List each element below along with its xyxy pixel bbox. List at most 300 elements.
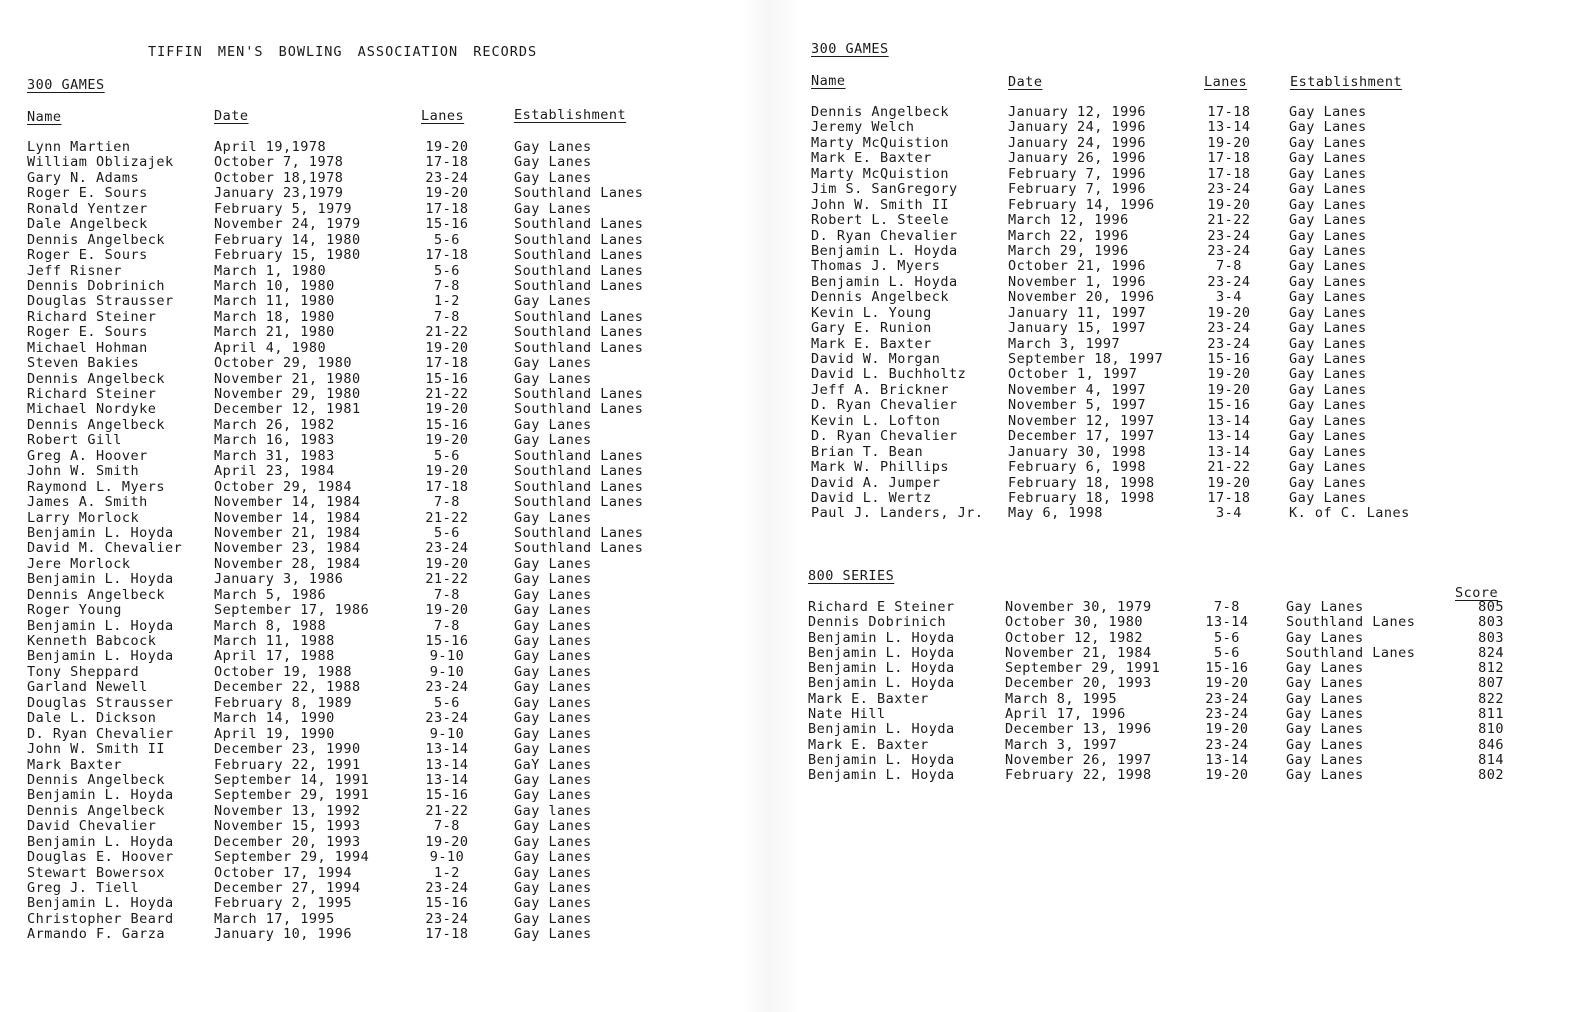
row-lanes: 19-20: [425, 602, 469, 619]
row-lanes: 13-14: [425, 771, 469, 788]
row-name: Benjamin L. Hoyda: [27, 787, 174, 804]
row-establishment: Gay Lanes: [514, 633, 592, 649]
row-date: November 12, 1997: [1008, 412, 1155, 429]
row-score: 803: [1478, 614, 1504, 631]
row-lanes: 13-14: [1207, 119, 1251, 136]
row-establishment: Gay Lanes: [1286, 706, 1364, 723]
row-establishment: Gay Lanes: [1289, 119, 1367, 136]
row-establishment: Gay Lanes: [514, 586, 592, 603]
row-date: November 23, 1984: [214, 540, 361, 557]
row-date: December 23, 1990: [214, 741, 361, 758]
row-date: March 31, 1983: [214, 447, 335, 464]
row-date: February 18, 1998: [1008, 489, 1155, 506]
table-row: [27, 727, 727, 742]
row-name: David M. Chevalier: [27, 540, 183, 557]
row-lanes: 17-18: [425, 478, 469, 495]
table-row: [811, 398, 1511, 413]
row-establishment: Gay Lanes: [1289, 489, 1367, 506]
row-lanes: 9-10: [429, 849, 465, 866]
table-row: [27, 804, 727, 819]
row-lanes: 13-14: [1207, 412, 1251, 429]
row-name: Marty McQuistion: [811, 134, 950, 151]
row-establishment: K. of C. Lanes: [1289, 505, 1410, 522]
table-row: [811, 460, 1511, 475]
row-date: March 8, 1995: [1005, 690, 1118, 707]
row-establishment: Gay Lanes: [1289, 474, 1367, 491]
table-row: [27, 603, 727, 618]
row-date: November 20, 1996: [1008, 289, 1155, 306]
row-lanes: 19-20: [1207, 474, 1251, 491]
row-lanes: 7-8: [434, 308, 460, 325]
table-row: [27, 495, 727, 510]
row-date: March 22, 1996: [1008, 227, 1129, 244]
row-date: March 26, 1982: [214, 416, 335, 433]
row-name: Benjamin L. Hoyda: [27, 833, 174, 850]
row-name: Dennis Angelbeck: [27, 802, 166, 819]
row-name: Benjamin L. Hoyda: [27, 571, 174, 588]
row-establishment: Gay Lanes: [1289, 320, 1367, 337]
row-date: November 5, 1997: [1008, 397, 1147, 414]
table-row: [811, 352, 1511, 367]
row-date: March 29, 1996: [1008, 242, 1129, 259]
table-row: [811, 120, 1511, 135]
row-date: December 13, 1996: [1005, 721, 1152, 738]
row-date: January 30, 1998: [1008, 443, 1147, 460]
row-score: 802: [1478, 767, 1504, 784]
table-row: [27, 835, 727, 850]
row-name: Dennis Angelbeck: [27, 370, 166, 387]
row-date: January 15, 1997: [1008, 320, 1147, 337]
left-page: [0, 0, 770, 1012]
row-name: D. Ryan Chevalier: [811, 227, 958, 244]
row-establishment: Southland Lanes: [514, 277, 644, 294]
table-row: [27, 665, 727, 680]
row-establishment: Gay Lanes: [514, 787, 592, 804]
row-lanes: 15-16: [425, 216, 469, 233]
row-lanes: 5-6: [1214, 629, 1240, 646]
row-name: Mark E. Baxter: [811, 150, 932, 167]
row-date: March 5, 1986: [214, 586, 327, 603]
row-name: Steven Bakies: [27, 355, 140, 372]
row-establishment: Gay Lanes: [514, 694, 592, 711]
row-date: October 30, 1980: [1005, 614, 1144, 631]
row-date: November 13, 1992: [214, 802, 361, 819]
table-row: [811, 182, 1511, 197]
row-date: February 2, 1995: [214, 895, 353, 912]
table-row: [811, 445, 1511, 460]
table-300-games-left: [27, 140, 727, 943]
row-date: January 26, 1996: [1008, 150, 1147, 167]
row-lanes: 17-18: [1207, 104, 1251, 120]
row-name: Roger Young: [27, 602, 122, 619]
table-row: [27, 819, 727, 834]
row-date: January 10, 1996: [214, 926, 353, 943]
table-row: [811, 337, 1511, 352]
row-date: October 17, 1994: [214, 864, 353, 881]
row-establishment: Gay Lanes: [514, 370, 592, 387]
header-name-right: Name: [811, 73, 846, 89]
row-name: Greg J. Tiell: [27, 880, 140, 896]
row-lanes: 13-14: [1207, 428, 1251, 445]
row-date: December 27, 1994: [214, 880, 361, 896]
row-name: Dennis Angelbeck: [811, 104, 950, 120]
row-score: 814: [1478, 751, 1504, 768]
row-lanes: 23-24: [1207, 335, 1251, 352]
row-date: November 1, 1996: [1008, 273, 1147, 290]
row-date: November 4, 1997: [1008, 381, 1147, 398]
row-lanes: 19-20: [425, 833, 469, 850]
header-date: Date: [214, 108, 249, 124]
row-establishment: Gay Lanes: [1289, 212, 1367, 229]
row-name: Kevin L. Young: [811, 304, 932, 321]
row-lanes: 19-20: [425, 139, 469, 155]
row-name: Dale L. Dickson: [27, 710, 157, 727]
row-date: September 14, 1991: [214, 771, 370, 788]
row-name: James A. Smith: [27, 494, 148, 511]
row-name: Roger E. Sours: [27, 324, 148, 341]
row-lanes: 23-24: [1205, 736, 1249, 753]
row-date: October 19, 1988: [214, 663, 353, 680]
table-row: [27, 649, 727, 664]
row-name: Douglas Strausser: [27, 694, 174, 711]
table-row: [811, 306, 1511, 321]
row-lanes: 23-24: [425, 910, 469, 927]
table-row: [27, 896, 727, 911]
row-name: John W. Smith: [27, 463, 140, 480]
row-establishment: Southland Lanes: [514, 386, 644, 402]
row-establishment: Gay Lanes: [1289, 459, 1367, 476]
table-row: [27, 464, 727, 479]
row-lanes: 5-6: [434, 524, 460, 541]
table-row: [811, 151, 1511, 166]
row-lanes: 17-18: [425, 247, 469, 264]
row-lanes: 19-20: [1207, 381, 1251, 398]
table-row: [27, 912, 727, 927]
row-establishment: Gay Lanes: [1289, 381, 1367, 398]
table-row: [27, 155, 727, 170]
row-lanes: 15-16: [1207, 351, 1251, 367]
header-score: Score: [1455, 585, 1499, 601]
row-date: October 18,1978: [214, 169, 344, 186]
table-row: [808, 722, 1548, 737]
row-name: Raymond L. Myers: [27, 478, 166, 495]
row-date: January 11, 1997: [1008, 304, 1147, 321]
row-date: April 19,1978: [214, 139, 327, 155]
row-lanes: 19-20: [425, 555, 469, 572]
row-score: 807: [1478, 675, 1504, 692]
row-name: Dennis Dobrinich: [808, 614, 947, 631]
table-row: [811, 506, 1511, 521]
table-row: [27, 881, 727, 896]
row-lanes: 7-8: [434, 494, 460, 511]
row-lanes: 15-16: [425, 370, 469, 387]
row-name: Jim S. SanGregory: [811, 181, 958, 198]
row-date: February 5, 1979: [214, 200, 353, 217]
table-row: [808, 600, 1548, 615]
row-date: November 29, 1980: [214, 386, 361, 402]
table-row: [808, 738, 1548, 753]
table-row: [27, 588, 727, 603]
row-date: November 15, 1993: [214, 818, 361, 835]
row-date: March 3, 1997: [1005, 736, 1118, 753]
row-lanes: 19-20: [1207, 366, 1251, 383]
row-lanes: 7-8: [1214, 599, 1240, 615]
row-establishment: Gay Lanes: [514, 555, 592, 572]
table-row: [808, 661, 1548, 676]
row-establishment: Gay Lanes: [1289, 351, 1367, 367]
table-row: [808, 646, 1548, 661]
row-establishment: Southland Lanes: [514, 524, 644, 541]
table-row: [808, 692, 1548, 707]
row-establishment: Southland Lanes: [514, 463, 644, 480]
row-lanes: 7-8: [434, 586, 460, 603]
row-name: Mark E. Baxter: [808, 690, 929, 707]
row-lanes: 17-18: [1207, 489, 1251, 506]
row-lanes: 19-20: [1207, 134, 1251, 151]
table-row: [27, 541, 727, 556]
table-row: [27, 171, 727, 186]
row-date: March 11, 1980: [214, 293, 335, 310]
row-date: November 21, 1984: [214, 524, 361, 541]
row-name: Benjamin L. Hoyda: [808, 751, 955, 768]
row-name: Richard Steiner: [27, 386, 157, 402]
row-name: David L. Buchholtz: [811, 366, 967, 383]
header-date-right: Date: [1008, 74, 1043, 90]
row-establishment: Gay Lanes: [514, 895, 592, 912]
row-establishment: Gay Lanes: [514, 663, 592, 680]
table-row: [27, 634, 727, 649]
row-establishment: Southland Lanes: [514, 324, 644, 341]
row-name: Dennis Dobrinich: [27, 277, 166, 294]
row-date: October 7, 1978: [214, 154, 344, 171]
row-establishment: Gay Lanes: [1289, 227, 1367, 244]
row-name: Dennis Angelbeck: [27, 231, 166, 248]
row-establishment: Gay Lanes: [514, 710, 592, 727]
row-date: February 22, 1998: [1005, 767, 1152, 784]
row-date: December 22, 1988: [214, 679, 361, 696]
row-lanes: 23-24: [1207, 181, 1251, 198]
row-establishment: Southland Lanes: [514, 185, 644, 202]
table-row: [811, 383, 1511, 398]
row-establishment: Gay Lanes: [514, 725, 592, 742]
table-row: [808, 615, 1548, 630]
row-name: Jere Morlock: [27, 555, 131, 572]
table-row: [27, 742, 727, 757]
row-establishment: Gay Lanes: [1289, 134, 1367, 151]
row-establishment: Gay Lanes: [1289, 304, 1367, 321]
row-name: Robert Gill: [27, 432, 122, 449]
row-name: Mark E. Baxter: [808, 736, 929, 753]
header-lanes: Lanes: [421, 108, 465, 124]
row-establishment: Gay Lanes: [1289, 258, 1367, 275]
row-lanes: 21-22: [425, 802, 469, 819]
row-lanes: 3-4: [1216, 289, 1242, 306]
row-date: November 30, 1979: [1005, 599, 1152, 615]
row-lanes: 19-20: [425, 432, 469, 449]
row-score: 803: [1478, 629, 1504, 646]
row-date: October 29, 1984: [214, 478, 353, 495]
row-lanes: 13-14: [1205, 751, 1249, 768]
row-date: November 21, 1984: [1005, 644, 1152, 661]
row-establishment: Gay Lanes: [514, 864, 592, 881]
table-row: [811, 321, 1511, 336]
row-name: Richard E Steiner: [808, 599, 955, 615]
header-establishment: Establishment: [514, 107, 627, 123]
row-date: April 19, 1990: [214, 725, 335, 742]
document-title: TIFFIN MEN'S BOWLING ASSOCIATION RECORDS: [148, 44, 538, 60]
row-establishment: Gay Lanes: [514, 741, 592, 758]
row-date: November 14, 1984: [214, 509, 361, 526]
row-establishment: Gay Lanes: [1289, 335, 1367, 352]
row-lanes: 23-24: [1205, 706, 1249, 723]
row-lanes: 17-18: [425, 154, 469, 171]
row-establishment: Southland Lanes: [514, 308, 644, 325]
row-lanes: 7-8: [1216, 258, 1242, 275]
row-name: D. Ryan Chevalier: [811, 397, 958, 414]
table-800-series: [808, 600, 1548, 784]
row-name: Benjamin L. Hoyda: [27, 895, 174, 912]
row-name: Dennis Angelbeck: [27, 771, 166, 788]
row-date: February 6, 1998: [1008, 459, 1147, 476]
table-row: [27, 711, 727, 726]
row-name: John W. Smith II: [811, 196, 950, 213]
row-score: 846: [1478, 736, 1504, 753]
row-lanes: 19-20: [1205, 767, 1249, 784]
table-row: [808, 753, 1548, 768]
row-establishment: Gay Lanes: [1289, 397, 1367, 414]
table-row: [27, 526, 727, 541]
row-lanes: 3-4: [1216, 505, 1242, 522]
row-establishment: Gay Lanes: [1286, 690, 1364, 707]
row-name: Gary N. Adams: [27, 169, 140, 186]
row-lanes: 7-8: [434, 277, 460, 294]
row-name: Marty McQuistion: [811, 165, 950, 182]
row-lanes: 23-24: [1205, 690, 1249, 707]
row-date: December 20, 1993: [1005, 675, 1152, 692]
row-lanes: 9-10: [429, 648, 465, 665]
row-lanes: 19-20: [1207, 196, 1251, 213]
row-date: January 3, 1986: [214, 571, 344, 588]
table-row: [808, 631, 1548, 646]
row-score: 812: [1478, 660, 1504, 677]
row-lanes: 23-24: [1207, 242, 1251, 259]
row-name: Christopher Beard: [27, 910, 174, 927]
row-date: February 15, 1980: [214, 247, 361, 264]
header-establishment-right: Establishment: [1290, 74, 1403, 90]
row-name: Benjamin L. Hoyda: [27, 648, 174, 665]
row-establishment: Gay Lanes: [514, 169, 592, 186]
row-establishment: Gay Lanes: [514, 154, 592, 171]
row-lanes: 17-18: [425, 200, 469, 217]
row-name: Thomas J. Myers: [811, 258, 941, 275]
row-name: D. Ryan Chevalier: [811, 428, 958, 445]
row-date: September 18, 1997: [1008, 351, 1164, 367]
header-lanes-right: Lanes: [1204, 74, 1248, 90]
row-establishment: Gay Lanes: [1286, 629, 1364, 646]
row-date: April 4, 1980: [214, 339, 327, 356]
row-lanes: 17-18: [425, 355, 469, 372]
table-row: [808, 707, 1548, 722]
row-lanes: 23-24: [425, 540, 469, 557]
row-date: March 3, 1997: [1008, 335, 1121, 352]
table-row: [27, 433, 727, 448]
row-lanes: 15-16: [425, 895, 469, 912]
row-lanes: 21-22: [1207, 212, 1251, 229]
row-establishment: Gay Lanes: [1289, 289, 1367, 306]
row-lanes: 23-24: [425, 880, 469, 896]
row-lanes: 13-14: [425, 756, 469, 773]
row-name: Greg A. Hoover: [27, 447, 148, 464]
row-date: March 11, 1988: [214, 633, 335, 649]
table-row: [27, 788, 727, 803]
row-name: Dennis Angelbeck: [27, 586, 166, 603]
row-establishment: Gay Lanes: [514, 416, 592, 433]
row-lanes: 7-8: [434, 818, 460, 835]
row-lanes: 1-2: [434, 864, 460, 881]
table-row: [27, 140, 727, 155]
row-lanes: 5-6: [434, 231, 460, 248]
row-lanes: 13-14: [1205, 614, 1249, 631]
table-row: [27, 619, 727, 634]
row-establishment: Gay Lanes: [514, 200, 592, 217]
row-establishment: Gay Lanes: [1286, 751, 1364, 768]
table-row: [811, 491, 1511, 506]
row-date: December 12, 1981: [214, 401, 361, 418]
row-name: Robert L. Steele: [811, 212, 950, 229]
row-establishment: Gay Lanes: [1286, 660, 1364, 677]
row-establishment: Gay Lanes: [514, 602, 592, 619]
row-date: March 10, 1980: [214, 277, 335, 294]
row-date: February 7, 1996: [1008, 181, 1147, 198]
row-name: Nate Hill: [808, 706, 886, 723]
row-name: David W. Morgan: [811, 351, 941, 367]
row-establishment: Gay Lanes: [1289, 428, 1367, 445]
row-date: October 12, 1982: [1005, 629, 1144, 646]
row-date: October 29, 1980: [214, 355, 353, 372]
row-score: 811: [1478, 706, 1504, 723]
row-establishment: Gay Lanes: [514, 849, 592, 866]
row-lanes: 5-6: [434, 694, 460, 711]
row-establishment: Gay Lanes: [1286, 721, 1364, 738]
row-lanes: 19-20: [1205, 721, 1249, 738]
table-row: [27, 557, 727, 572]
row-lanes: 21-22: [425, 571, 469, 588]
row-establishment: Southland Lanes: [514, 494, 644, 511]
table-row: [811, 429, 1511, 444]
row-lanes: 21-22: [425, 509, 469, 526]
row-date: December 20, 1993: [214, 833, 361, 850]
table-row: [27, 341, 727, 356]
row-establishment: Southland Lanes: [514, 247, 644, 264]
row-lanes: 23-24: [1207, 227, 1251, 244]
row-establishment: Gay Lanes: [514, 355, 592, 372]
row-date: April 17, 1988: [214, 648, 335, 665]
row-establishment: Gay lanes: [514, 802, 592, 819]
row-name: Benjamin L. Hoyda: [808, 675, 955, 692]
row-name: Armando F. Garza: [27, 926, 166, 943]
table-row: [27, 511, 727, 526]
row-date: October 21, 1996: [1008, 258, 1147, 275]
table-row: [811, 136, 1511, 151]
row-establishment: Gay Lanes: [514, 880, 592, 896]
row-date: March 16, 1983: [214, 432, 335, 449]
row-establishment: Gay Lanes: [1289, 273, 1367, 290]
row-establishment: Gay Lanes: [1289, 242, 1367, 259]
table-row: [27, 248, 727, 263]
row-date: February 14, 1996: [1008, 196, 1155, 213]
row-establishment: Southland Lanes: [514, 401, 644, 418]
row-date: March 12, 1996: [1008, 212, 1129, 229]
